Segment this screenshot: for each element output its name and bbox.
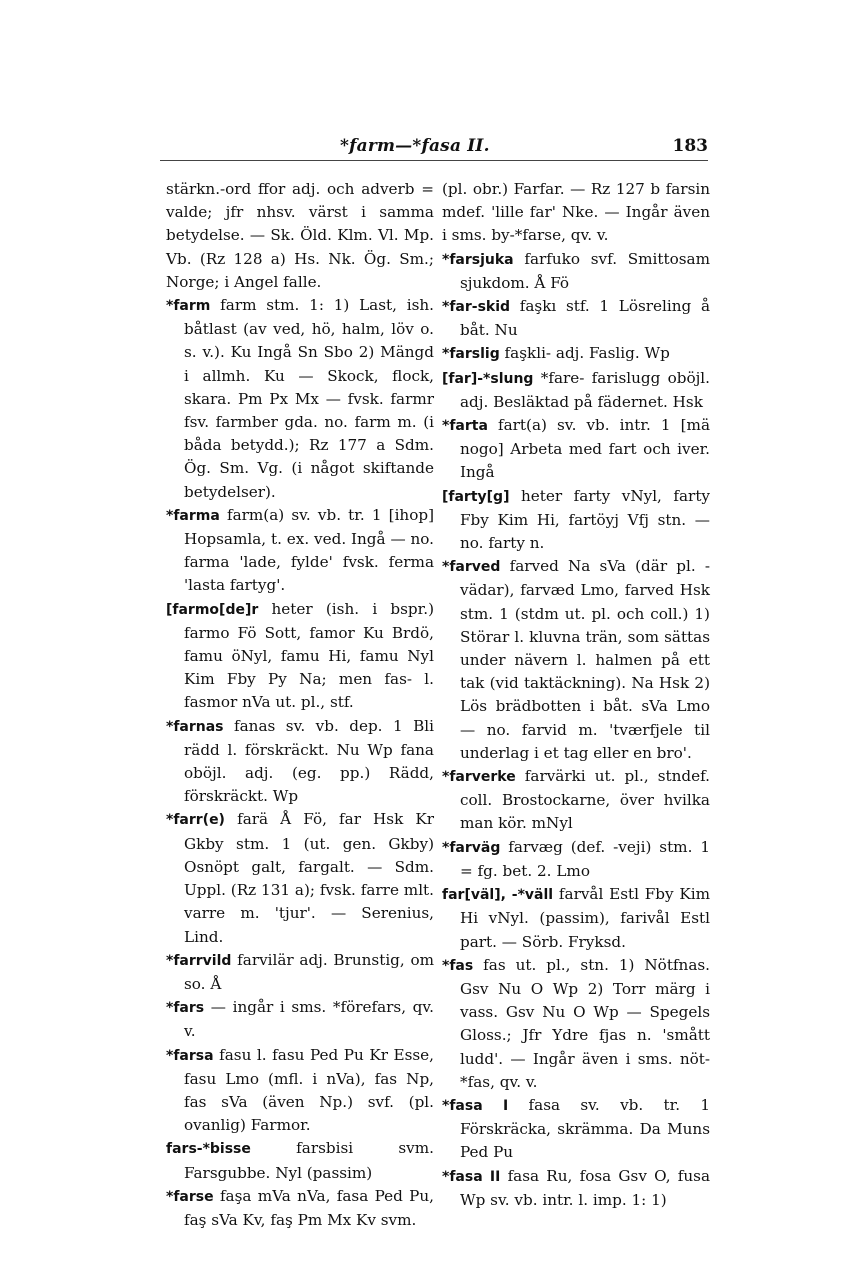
running-header xyxy=(160,136,708,162)
dictionary-entry: *farved farved Na sVa (där pl. -vädar), farvæd Lmo, farved Hsk stm. 1 (stdm ut. pl. och coll.) 1) Störar l. kluvna trän, som sättas under nävern l. halmen på ett tak (vid taktäckning). Na Hsk 2) Lös brädbotten i båt. sVa Lmo — no. farvid m. 'tværfjele til underlag i et tag eller en bro'. xyxy=(442,557,710,762)
dictionary-entry: *far-skid faşkı stf. 1 Lösreling å båt. Nu xyxy=(442,297,710,340)
dictionary-entry: *farverke farvärki ut. pl., stndef. coll. Brostockarne, över hvilka man kör. mNyl xyxy=(442,767,711,833)
dictionary-entry: *farnas fanas sv. vb. dep. 1 Bli rädd l. förskräckt. Nu Wp fana oböjl. adj. (eg. pp.) Rädd, förskräckt. Wp xyxy=(166,716,434,806)
dictionary-entry: stärkn.-ord ffor adj. och adverb = valde; jfr nhsv. värst i samma betydelse. — Sk. Öld. Klm. Vl. Mp. Vb. (Rz 128 a) Hs. Nk. Ög. Sm.; Norge; i Angel falle. xyxy=(166,180,434,291)
dictionary-entry: *fas fas ut. pl., stn. 1) Nötfnas. Gsv Nu O Wp 2) Torr märg i vass. Gsv Nu O Wp — Spegels Gloss.; Jfr Ydre fjas n. 'smått ludd'. — Ingår även i sms. nöt-*fas, qv. v. xyxy=(442,955,711,1091)
dictionary-entry: *farsa fasu l. fasu Ped Pu Kr Esse, fasu Lmo (mfl. i nVa), fas Np, fas sVa (även Np.) svf. (pl. ovanlig) Farmor. xyxy=(166,1045,434,1135)
dictionary-entry: *fars — ingår i sms. *förefars, qv. v. xyxy=(166,998,435,1041)
dictionary-entry: *farslig faşkli- adj. Faslig. Wp xyxy=(442,344,670,363)
dictionary-entry: *farma farm(a) sv. vb. tr. 1 [ihop] Hopsamla, t. ex. ved. Ingå — no. farma 'lade, fylde' fvsk. ferma 'lasta fartyg'. xyxy=(166,505,435,595)
dictionary-entry: [farty[g] heter farty vNyl, farty Fby Kim Hi, fartöyj Vfj stn. — no. farty n. xyxy=(442,486,711,553)
dictionary-entry: *fasa I fasa sv. vb. tr. 1 Förskräcka, skrämma. Da Muns Ped Pu xyxy=(442,1095,711,1162)
right-column xyxy=(442,178,710,1212)
dictionary-entry: [far]-*slung *fare- farislugg oböjl. adj. Besläktad på fädernet. Hsk xyxy=(442,368,710,411)
dictionary-entry: *fasa II fasa Ru, fosa Gsv O, fusa Wp sv. vb. intr. l. imp. 1: 1) xyxy=(442,1166,711,1209)
header-rule xyxy=(160,160,708,161)
left-column xyxy=(166,178,434,1232)
dictionary-entry: *farväg farvæg (def. -veji) stm. 1 = fg. bet. 2. Lmo xyxy=(442,837,710,880)
dictionary-entry: [farmo[de]r heter (ish. i bspr.) farmo Fö Sott, famor Ku Brdö, famu öNyl, famu Hi, famu Nyl Kim Fby Py Na; men fas- l. fasmor nVa ut. pl., stf. xyxy=(166,599,434,712)
dictionary-entry: *farsjuka farfuko svf. Smittosam sjukdom. Å Fö xyxy=(442,249,710,292)
dictionary-entry: *farr(e) farä Å Fö, far Hsk Kr Gkby stm. 1 (ut. gen. Gkby) Osnöpt galt, fargalt. — Sdm. Uppl. (Rz 131 a); fvsk. farre mlt. varre m. 'tjur'. — Serenius, Lind. xyxy=(166,810,435,946)
page-number: 183 xyxy=(672,136,708,156)
dictionary-entry: *farta fart(a) sv. vb. intr. 1 [mä nogo] Arbeta med fart och iver. Ingå xyxy=(442,416,710,482)
dictionary-entry: *farse faşa mVa nVa, fasa Ped Pu, faş sVa Kv, faş Pm Mx Kv svm. xyxy=(166,1186,435,1229)
running-head-title: *farm—*fasa II. xyxy=(340,136,490,156)
dictionary-entry: far[väl], -*väll farvål Estl Fby Kim Hi vNyl. (passim), farivål Estl part. — Sörb. Fryksd. xyxy=(442,885,711,951)
dictionary-entry: fars-*bisse farsbisi svm. Farsgubbe. Nyl (passim) xyxy=(166,1139,434,1182)
dictionary-entry: *farm farm stm. 1: 1) Last, ish. båtlast (av ved, hö, halm, löv o. s. v.). Ku Ingå Sn Sbo 2) Mängd i allmh. Ku — Skock, flock, skara. Pm Px Mx — fvsk. farmr fsv. farmber gda. no. farm m. (i båda betydd.); Rz 177 a Sdm. Ög. Sm. Vg. (i något skiftande betydelser). xyxy=(166,296,434,501)
dictionary-entry: *farrvild farvilär adj. Brunstig, om so. Å xyxy=(166,950,434,993)
dictionary-entry: (pl. obr.) Farfar. — Rz 127 b farsin mdef. 'lille far' Nke. — Ingår även i sms. by-*farse, qv. v. xyxy=(442,180,710,245)
